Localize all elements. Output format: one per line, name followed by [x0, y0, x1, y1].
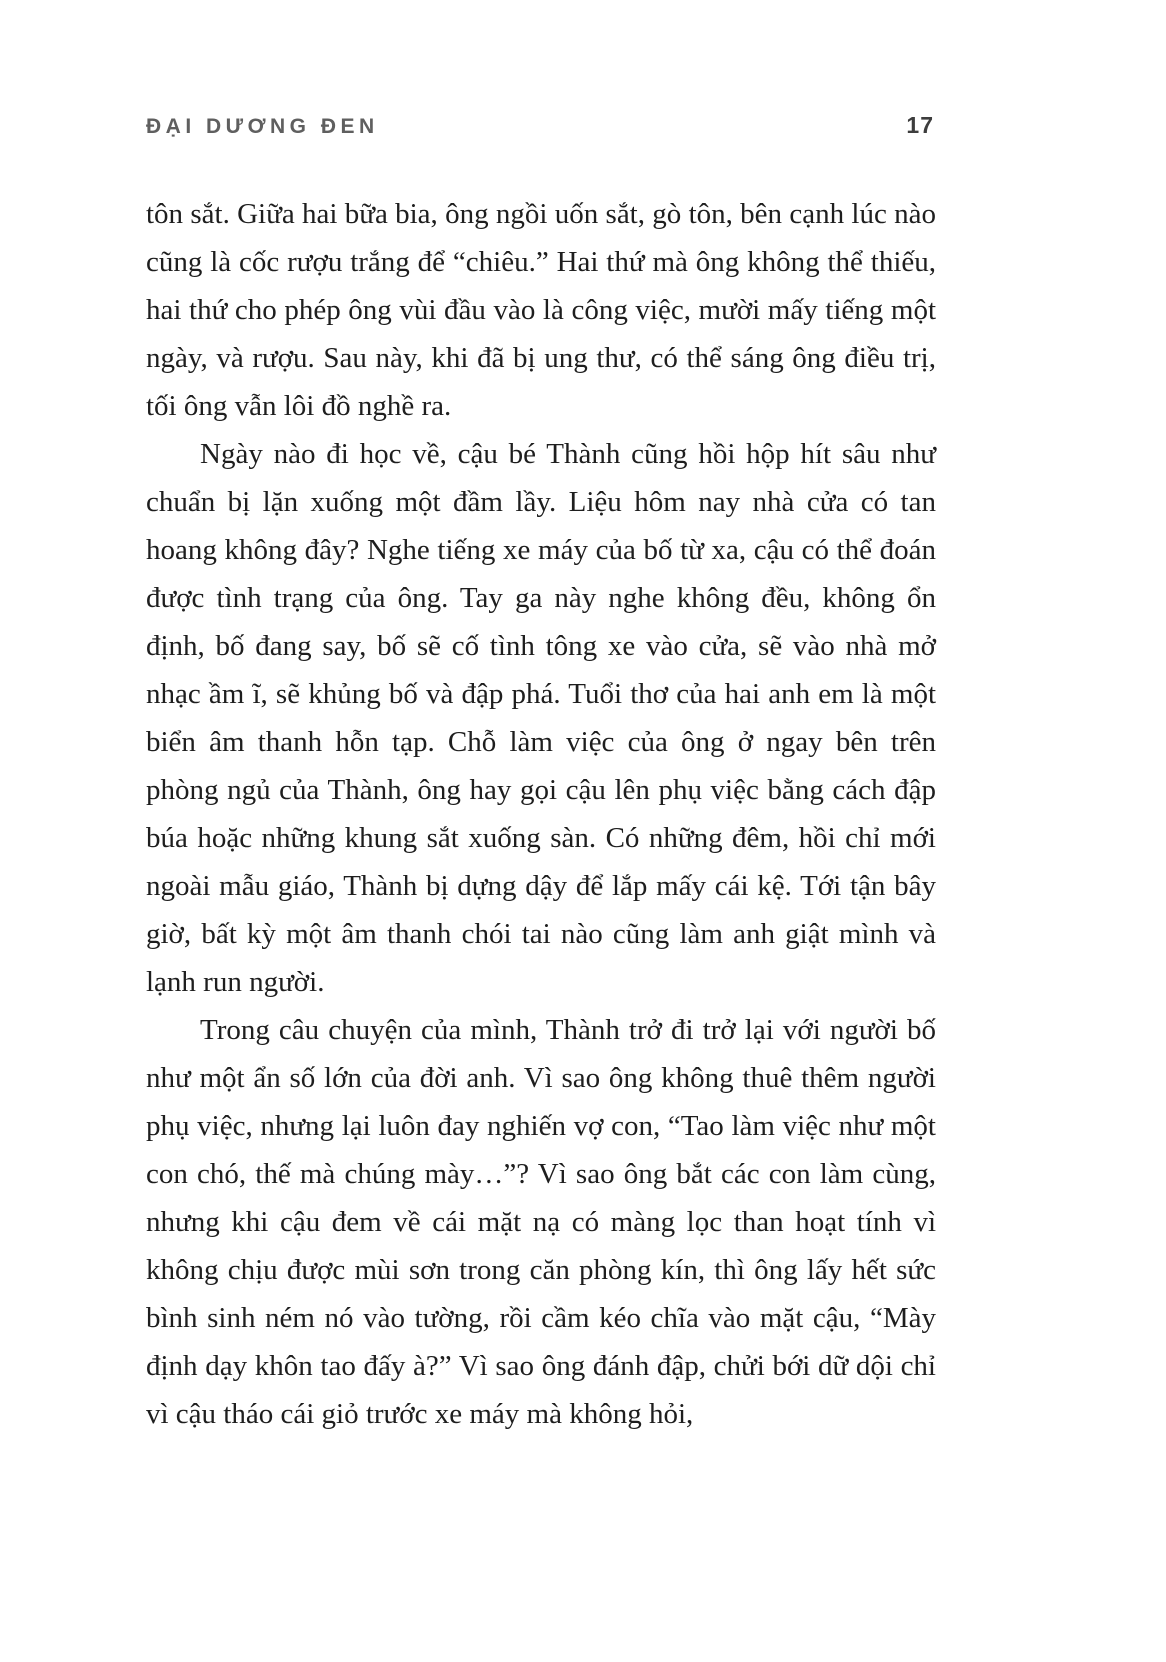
paragraph: Trong câu chuyện của mình, Thành trở đi trở lại với người bố như một ẩn số lớn của đời anh. Vì sao ông không thuê thêm người phụ việc, nhưng lại luôn đay nghiến vợ con, “Tao làm việc như một con chó, thế mà chúng mày…”? Vì sao ông bắt các con làm cùng, nhưng khi cậu đem về cái mặt nạ có màng lọc than hoạt tính vì không chịu được mùi sơn trong căn phòng kín, thì ông lấy hết sức bình sinh ném nó vào tường, rồi cầm kéo chĩa vào mặt cậu, “Mày định dạy khôn tao đấy à?” Vì sao ông đánh đập, chửi bới dữ dội chỉ vì cậu tháo cái giỏ trước xe máy mà không hỏi,: [146, 1014, 936, 1430]
paragraph-continuation: tôn sắt. Giữa hai bữa bia, ông ngồi uốn sắt, gò tôn, bên cạnh lúc nào cũng là cốc rượu trắng để “chiêu.” Hai thứ mà ông không thể thiếu, hai thứ cho phép ông vùi đầu vào là công việc, mười mấy tiếng một ngày, và rượu. Sau này, khi đã bị ung thư, có thể sáng ông điều trị, tối ông vẫn lôi đồ nghề ra.: [146, 198, 936, 422]
paragraph: Ngày nào đi học về, cậu bé Thành cũng hồi hộp hít sâu như chuẩn bị lặn xuống một đầm lầy. Liệu hôm nay nhà cửa có tan hoang không đây? Nghe tiếng xe máy của bố từ xa, cậu có thể đoán được tình trạng của ông. Tay ga này nghe không đều, không ổn định, bố đang say, bố sẽ cố tình tông xe vào cửa, sẽ vào nhà mở nhạc ầm ĩ, sẽ khủng bố và đập phá. Tuổi thơ của hai anh em là một biển âm thanh hỗn tạp. Chỗ làm việc của ông ở ngay bên trên phòng ngủ của Thành, ông hay gọi cậu lên phụ việc bằng cách đập búa hoặc những khung sắt xuống sàn. Có những đêm, hồi chỉ mới ngoài mẫu giáo, Thành bị dựng dậy để lắp mấy cái kệ. Tới tận bây giờ, bất kỳ một âm thanh chói tai nào cũng làm anh giật mình và lạnh run người.: [146, 438, 936, 998]
page-body: [146, 190, 936, 1438]
page-number: 17: [906, 112, 934, 138]
page-header: [146, 112, 934, 139]
running-title: ĐẠI DƯƠNG ĐEN: [146, 115, 379, 138]
